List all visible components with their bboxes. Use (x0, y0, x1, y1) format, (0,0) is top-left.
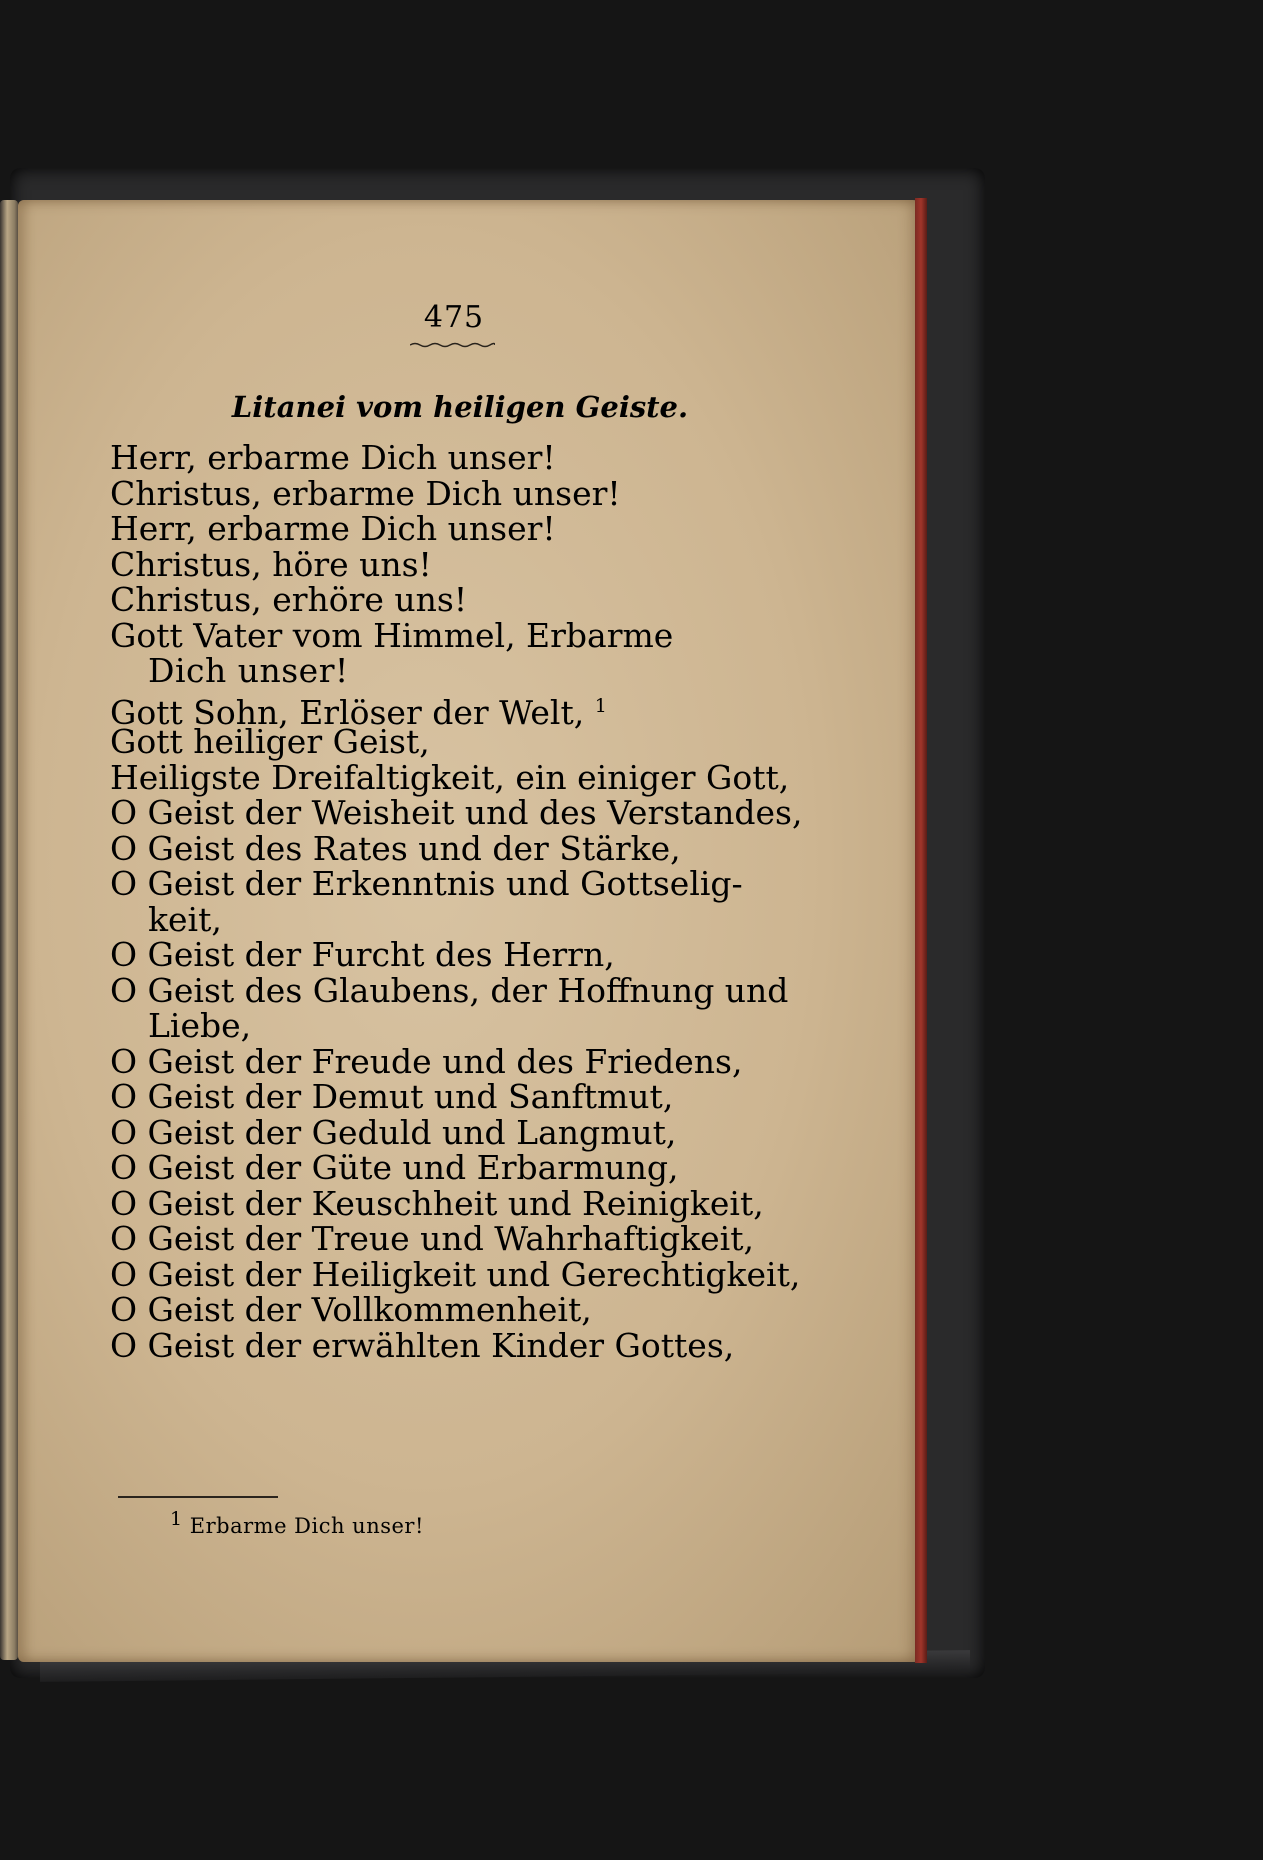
text-line: Gott heiliger Geist, (110, 722, 430, 761)
text-line: O Geist der Geduld und Langmut, (110, 1112, 677, 1152)
text-line: O Geist der Heiligkeit und Gerechtigkeit, (110, 1254, 801, 1294)
text-line: Liebe, (148, 1006, 252, 1045)
litany-text (110, 440, 820, 1363)
red-page-edge (915, 198, 927, 1663)
text-line: keit, (148, 899, 222, 939)
page-title: Litanei vom heiligen Geiste. (231, 390, 689, 424)
text-line: O Geist der Furcht des Herrn, (110, 935, 615, 974)
footnote (170, 1508, 424, 1538)
text-line: O Geist der Treue und Wahrhaftigkeit, (110, 1219, 754, 1258)
text-line: Christus, höre uns! (110, 544, 432, 584)
text-line: O Geist des Rates und der Stärke, (110, 828, 681, 868)
previous-pages-edge (0, 200, 18, 1660)
text-line: O Geist des Glaubens, der Hoffnung und (110, 970, 789, 1010)
text-line: Dich unser! (148, 651, 349, 690)
ornament-rule (410, 342, 495, 348)
text-line: O Geist der Keuschheit und Reinigkeit, (110, 1183, 764, 1223)
footnote-number: 1 (170, 1508, 183, 1530)
text-line: Heiligste Dreifaltigkeit, ein einiger Gott, (110, 757, 790, 797)
text-line: O Geist der Erkenntnis und Gottselig- (110, 864, 743, 903)
text-line: Gott Sohn, Erlöser der Welt, (110, 692, 585, 732)
footnote-divider (118, 1496, 278, 1498)
text-line-with-footnote (110, 689, 820, 732)
footnote-text: Erbarme Dich unser! (189, 1514, 424, 1538)
text-line: Herr, erbarme Dich unser! (110, 438, 556, 477)
text-line: O Geist der Weisheit und des Verstandes, (110, 793, 803, 832)
text-line: Christus, erhöre uns! (110, 580, 468, 619)
text-line: O Geist der Freude und des Friedens, (110, 1041, 743, 1081)
page-number: 475 (423, 300, 485, 335)
text-line: O Geist der Vollkommenheit, (110, 1290, 592, 1329)
text-line: O Geist der Demut und Sanftmut, (110, 1077, 674, 1116)
text-line: Herr, erbarme Dich unser! (110, 509, 556, 548)
text-line: Christus, erbarme Dich unser! (110, 473, 621, 513)
footnote-marker: 1 (594, 694, 607, 717)
text-line: Gott Vater vom Himmel, Erbarme (110, 615, 674, 655)
text-line: O Geist der erwählten Kinder Gottes, (110, 1325, 735, 1365)
text-line: O Geist der Güte und Erbarmung, (110, 1148, 679, 1187)
